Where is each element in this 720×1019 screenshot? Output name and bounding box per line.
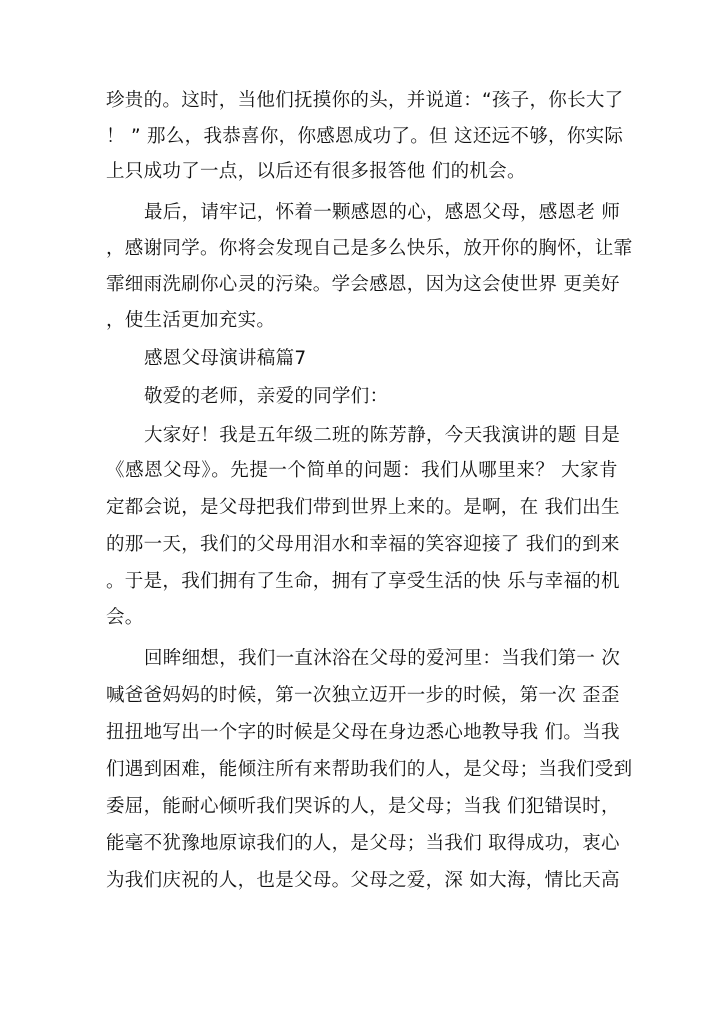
text-line: 会。 bbox=[106, 607, 144, 628]
paragraph-first-line: 大家好！我是五年级二班的陈芳静，今天我演讲的题 目是 bbox=[144, 425, 621, 446]
text-line: ！ ” 那么，我恭喜你，你感恩成功了。但 这还远不够，你实际 bbox=[106, 126, 624, 147]
paragraph-first-line: 回眸细想，我们一直沐浴在父母的爱河里：当我们第一 次 bbox=[144, 648, 621, 669]
text-line: 。于是，我们拥有了生命，拥有了享受生活的快 乐与幸福的机 bbox=[106, 571, 620, 592]
text-line: 定都会说，是父母把我们带到世界上来的。是啊，在 我们出生 bbox=[106, 497, 620, 518]
text-line: 喊爸爸妈妈的时候，第一次独立迈开一步的时候，第一次 歪歪 bbox=[106, 685, 620, 706]
paragraph-first-line: 最后，请牢记，怀着一颗感恩的心，感恩父母，感恩老 师 bbox=[144, 202, 621, 223]
text-line: ，感谢同学。你将会发现自己是多么快乐，放开你的胸怀，让霏 bbox=[106, 238, 633, 259]
text-line: 为我们庆祝的人，也是父母。父母之爱，深 如大海，情比天高 bbox=[106, 870, 620, 891]
text-line: ，使生活更加充实。 bbox=[106, 310, 276, 331]
text-line: 珍贵的。这时，当他们抚摸你的头，并说道：“孩子，你长大了 bbox=[106, 90, 624, 111]
section-heading: 感恩父母演讲稿篇7 bbox=[144, 348, 307, 369]
text-line: 们遇到困难，能倾注所有来帮助我们的人，是父母；当我们受到 bbox=[106, 759, 633, 780]
text-line: 霏细雨洗刷你心灵的污染。学会感恩，因为这会使世界 更美好 bbox=[106, 274, 620, 295]
text-line: 扭扭地写出一个字的时候是父母在身边悉心地教导我 们。当我 bbox=[106, 722, 620, 743]
text-line: 上只成功了一点，以后还有很多报答他 们的机会。 bbox=[106, 161, 526, 182]
text-line: 《感恩父母》。先提一个简单的问题：我们从哪里来？ 大家肯 bbox=[106, 460, 618, 481]
text-line: 委屈，能耐心倾听我们哭诉的人，是父母；当我 们犯错误时， bbox=[106, 796, 620, 817]
text-line: 的那一天，我们的父母用泪水和幸福的笑容迎接了 我们的到来 bbox=[106, 534, 620, 555]
salutation: 敬爱的老师，亲爱的同学们： bbox=[144, 386, 389, 407]
text-line: 能毫不犹豫地原谅我们的人，是父母；当我们 取得成功，衷心 bbox=[106, 833, 620, 854]
